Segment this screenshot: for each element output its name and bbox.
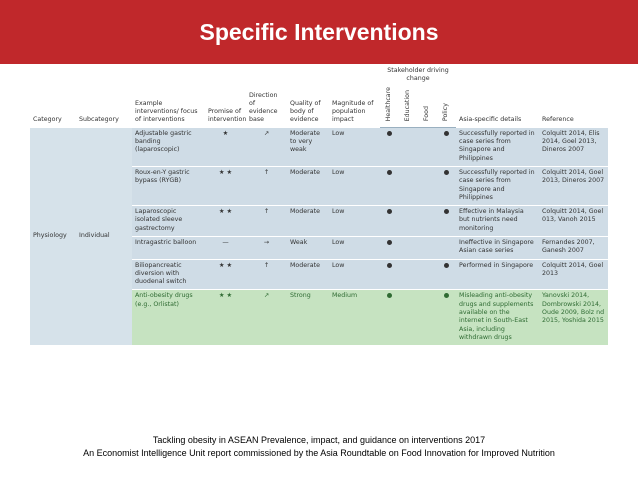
magnitude-cell: Low: [329, 166, 380, 205]
food-cell: [418, 166, 437, 205]
example-cell: Intragastric balloon: [132, 236, 205, 259]
education-cell: [399, 236, 418, 259]
promise-cell: ★ ★: [205, 290, 246, 346]
caption-line-2: An Economist Intelligence Unit report commissioned by the Asia Roundtable on Food Innovation for Improved Nutrition: [83, 448, 555, 459]
policy-cell: [437, 128, 456, 167]
category-cell: Physiology: [30, 128, 76, 346]
promise-cell: —: [205, 236, 246, 259]
direction-cell: ↑: [246, 166, 287, 205]
subcategory-cell: Individual: [76, 128, 132, 346]
page-title: Specific Interventions: [199, 18, 439, 45]
asia-details-cell: Misleading anti-obesity drugs and supplements available on the internet in South-East Asia, including withdrawn drugs: [456, 290, 539, 346]
magnitude-cell: Low: [329, 128, 380, 167]
interventions-table: [30, 66, 608, 346]
quality-cell: Moderate: [287, 206, 329, 237]
education-cell: [399, 166, 418, 205]
magnitude-cell: Low: [329, 259, 380, 290]
stakeholder-dot-icon: [387, 293, 392, 298]
policy-cell: [437, 166, 456, 205]
quality-cell: Strong: [287, 290, 329, 346]
asia-details-cell: Successfully reported in case series from Singapore and Philippines: [456, 166, 539, 205]
direction-cell: ↗: [246, 128, 287, 167]
title-banner: [0, 0, 638, 64]
stakeholder-dot-icon: [387, 170, 392, 175]
reference-cell: Colquitt 2014, Goel 2013: [539, 259, 608, 290]
example-cell: Laparoscopic isolated sleeve gastrectomy: [132, 206, 205, 237]
healthcare-cell: [380, 128, 399, 167]
policy-cell: [437, 206, 456, 237]
col-header-policy: Policy: [437, 85, 456, 128]
reference-cell: Colquitt 2014, Elis 2014, Goel 2013, Dineros 2007: [539, 128, 608, 167]
direction-cell: ↑: [246, 206, 287, 237]
policy-cell: [437, 290, 456, 346]
col-header-stakeholder: Stakeholder driving change: [387, 67, 449, 83]
table-body: [30, 128, 608, 346]
source-caption: [0, 434, 638, 460]
interventions-table-container: [30, 66, 608, 346]
reference-cell: Yanovski 2014, Dombrowski 2014, Oude 2009, Bolz nd 2015, Yoshida 2015: [539, 290, 608, 346]
col-header-example: Example interventions/ focus of interventions: [135, 99, 198, 124]
stakeholder-dot-icon: [444, 131, 449, 136]
stakeholder-dot-icon: [444, 293, 449, 298]
magnitude-cell: Medium: [329, 290, 380, 346]
quality-cell: Moderate: [287, 166, 329, 205]
col-header-asia: Asia-specific details: [459, 116, 522, 124]
food-cell: [418, 206, 437, 237]
example-cell: Adjustable gastric banding (laparoscopic): [132, 128, 205, 167]
stakeholder-dot-icon: [387, 131, 392, 136]
healthcare-cell: [380, 290, 399, 346]
direction-cell: →: [246, 236, 287, 259]
education-cell: [399, 259, 418, 290]
food-cell: [418, 236, 437, 259]
food-cell: [418, 259, 437, 290]
healthcare-cell: [380, 206, 399, 237]
col-header-healthcare: Healthcare: [380, 85, 399, 128]
magnitude-cell: Low: [329, 206, 380, 237]
table-row: [30, 128, 608, 167]
reference-cell: Colquitt 2014, Goel 2013, Dineros 2007: [539, 166, 608, 205]
reference-cell: Fernandes 2007, Ganesh 2007: [539, 236, 608, 259]
col-header-magnitude: Magnitude of population impact: [332, 99, 374, 124]
col-header-promise: Promise of intervention: [208, 108, 247, 124]
asia-details-cell: Effective in Malaysia but nutrients need monitoring: [456, 206, 539, 237]
stakeholder-dot-icon: [387, 240, 392, 245]
direction-cell: ↗: [246, 290, 287, 346]
example-cell: Anti-obesity drugs (e.g., Orlistat): [132, 290, 205, 346]
col-header-education: Education: [399, 85, 418, 128]
caption-line-1: Tackling obesity in ASEAN Prevalence, impact, and guidance on interventions 2017: [152, 435, 486, 445]
promise-cell: ★ ★: [205, 206, 246, 237]
quality-cell: Weak: [287, 236, 329, 259]
col-header-category: Category: [33, 116, 62, 124]
col-header-direction: Direction of evidence base: [249, 91, 278, 124]
table-header-row-top: [30, 66, 608, 85]
direction-cell: ↑: [246, 259, 287, 290]
healthcare-cell: [380, 259, 399, 290]
healthcare-cell: [380, 236, 399, 259]
stakeholder-dot-icon: [387, 263, 392, 268]
asia-details-cell: Successfully reported in case series from Singapore and Philippines: [456, 128, 539, 167]
education-cell: [399, 128, 418, 167]
promise-cell: ★ ★: [205, 166, 246, 205]
food-cell: [418, 290, 437, 346]
example-cell: Roux-en-Y gastric bypass (RYGB): [132, 166, 205, 205]
example-cell: Biliopancreatic diversion with duodenal switch: [132, 259, 205, 290]
asia-details-cell: Ineffective in Singapore Asian case series: [456, 236, 539, 259]
col-header-quality: Quality of body of evidence: [290, 99, 321, 124]
promise-cell: ★: [205, 128, 246, 167]
col-header-subcategory: Subcategory: [79, 116, 119, 124]
magnitude-cell: Low: [329, 236, 380, 259]
policy-cell: [437, 236, 456, 259]
asia-details-cell: Performed in Singapore: [456, 259, 539, 290]
education-cell: [399, 206, 418, 237]
food-cell: [418, 128, 437, 167]
reference-cell: Colquitt 2014, Goel 013, Vanoh 2015: [539, 206, 608, 237]
quality-cell: Moderate: [287, 259, 329, 290]
stakeholder-dot-icon: [444, 263, 449, 268]
col-header-food: Food: [418, 85, 437, 128]
stakeholder-dot-icon: [444, 209, 449, 214]
policy-cell: [437, 259, 456, 290]
col-header-reference: Reference: [542, 116, 574, 124]
stakeholder-dot-icon: [387, 209, 392, 214]
healthcare-cell: [380, 166, 399, 205]
education-cell: [399, 290, 418, 346]
quality-cell: Moderate to very weak: [287, 128, 329, 167]
promise-cell: ★ ★: [205, 259, 246, 290]
stakeholder-dot-icon: [444, 170, 449, 175]
